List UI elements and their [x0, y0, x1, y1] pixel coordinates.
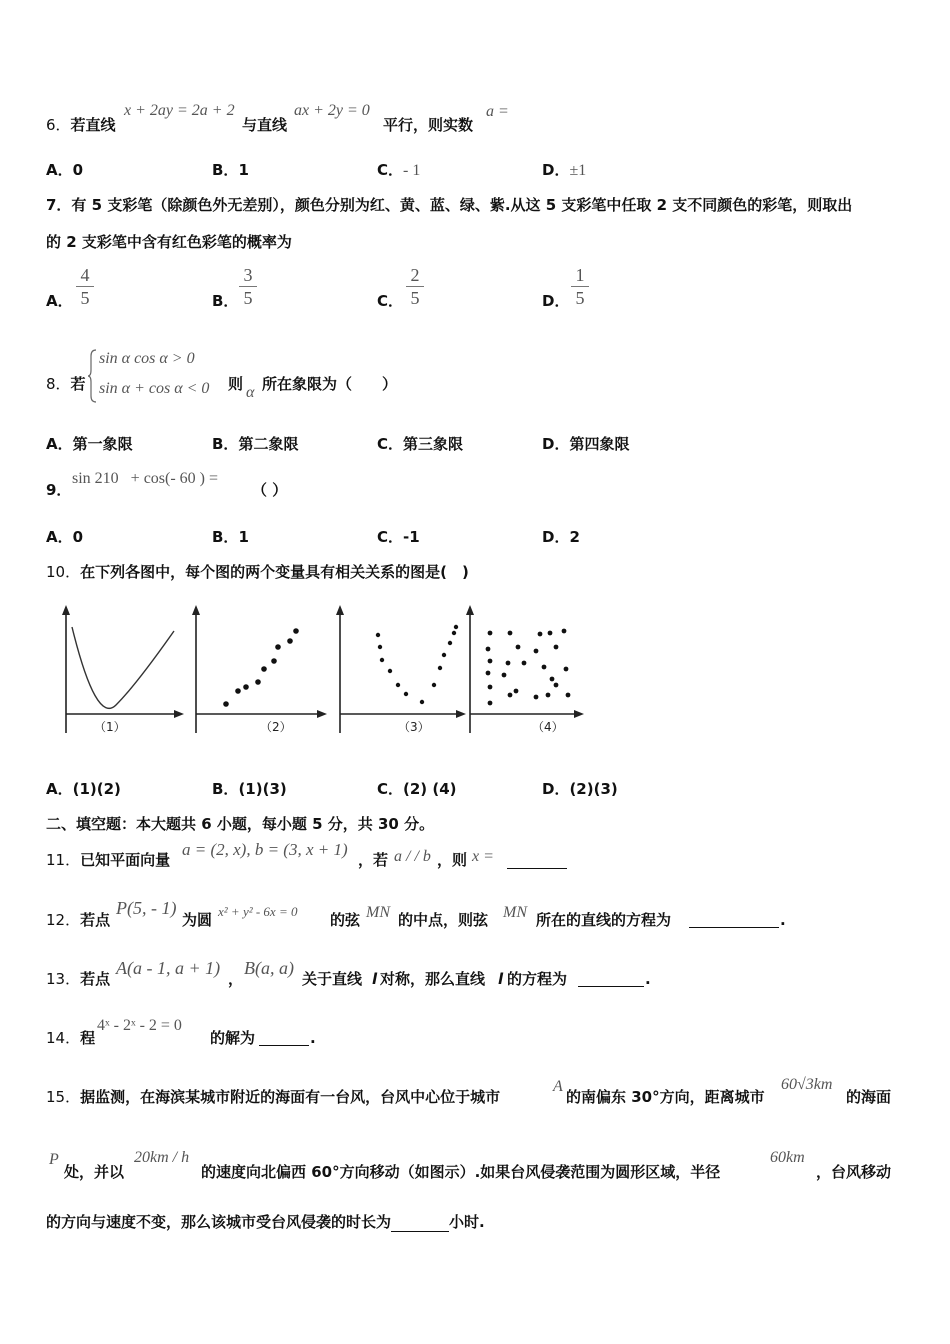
q15-distance: 60√3km — [781, 1076, 833, 1093]
q8-alpha: α — [246, 384, 255, 401]
graph2-y-arrow-icon — [192, 605, 200, 615]
q13-line-l1: l — [372, 970, 378, 988]
q11-vectors: a = (2, x), b = (3, x + 1) — [182, 840, 348, 859]
q15-stem-line3: 的方向与速度不变，那么该城市受台风侵袭的时长为 小时. — [46, 1213, 485, 1231]
q6-text2: 与直线 — [242, 116, 288, 134]
q6-option-b[interactable]: B．1 — [212, 161, 249, 179]
graph1-parabola-curve — [72, 627, 174, 708]
q12-mn1: MN — [366, 904, 390, 921]
q7-option-a[interactable]: A． — [46, 292, 73, 310]
q11-answer-blank[interactable] — [507, 852, 567, 869]
graph4-label: （4） — [532, 720, 564, 734]
q8-stem: 8．若 — [46, 375, 86, 393]
q7-option-b[interactable]: B． — [212, 292, 239, 310]
q6-option-d[interactable]: D．±1 — [542, 161, 587, 179]
q15-point-p: P — [49, 1151, 59, 1168]
q9-option-d[interactable]: D．2 — [542, 528, 580, 546]
q8-text3: 所在象限为（ ） — [262, 375, 398, 393]
q6-line1-equation: x + 2ay = 2a + 2 — [124, 102, 235, 119]
q14-equation: 4ˣ - 2ˣ - 2 = 0 — [97, 1017, 182, 1034]
graph1-y-arrow-icon — [62, 605, 70, 615]
q15-text5: 的速度向北偏西 60°方向移动（如图示）.如果台风侵袭范围为圆形区域，半径 — [201, 1163, 721, 1181]
q8-option-c[interactable]: C．第三象限 — [377, 435, 464, 453]
q12-mn2: MN — [503, 904, 527, 921]
q14-stem: 14．程 — [46, 1029, 96, 1047]
q15-city-a: A — [553, 1078, 563, 1095]
graph2-label: （2） — [260, 720, 292, 734]
q6-option-c[interactable]: C．- 1 — [377, 161, 421, 179]
q12-point-p: P(5, - 1) — [116, 898, 177, 918]
q11-text2: ，若 — [358, 851, 389, 869]
q6-a-equals: a = — [486, 103, 509, 120]
q9-number: 9． — [46, 481, 72, 499]
q9-option-a[interactable]: A．0 — [46, 528, 84, 546]
q13-text2: 关于直线 — [302, 970, 363, 988]
q6-stem — [46, 115, 116, 135]
q10-option-c[interactable]: C．(2) (4) — [377, 780, 457, 798]
q8-option-a[interactable]: A．第一象限 — [46, 435, 133, 453]
q9-option-b[interactable]: B．1 — [212, 528, 249, 546]
q15-radius: 60km — [770, 1149, 805, 1166]
q7-option-a-fraction: $\frac{4}{5}$ — [76, 264, 94, 309]
graph4-points — [486, 629, 571, 706]
q10-graph-4 — [460, 605, 590, 740]
q14-answer-blank[interactable] — [259, 1029, 309, 1046]
q7-stem-line1: 7．有 5 支彩笔（除颜色外无差别），颜色分别为红、黄、蓝、绿、紫.从这 5 支彩笔中任取 2 支不同颜色的彩笔，则取出 — [46, 196, 853, 214]
q13-point-a: A(a - 1, a + 1) — [116, 958, 221, 978]
q13-text3: 对称，那么直线 — [380, 970, 486, 988]
q10-stem: 10．在下列各图中，每个图的两个变量具有相关关系的图是( ) — [46, 563, 469, 581]
graph3-y-arrow-icon — [336, 605, 344, 615]
q15-stem-line1: 15．据监测，在海滨某城市附近的海面有一台风，台风中心位于城市 — [46, 1088, 501, 1106]
graph2-points — [223, 628, 299, 707]
q12-stem: 12．若点 — [46, 911, 111, 929]
q10-graph-1 — [56, 605, 188, 740]
q6-option-a[interactable]: A．0 — [46, 161, 84, 179]
q8-option-b[interactable]: B．第二象限 — [212, 435, 299, 453]
graph1-label: （1） — [94, 720, 126, 734]
q10-graph-3 — [330, 605, 470, 740]
q6-text: 若直线 — [70, 116, 116, 134]
q6-text3: 平行，则实数 — [383, 116, 474, 134]
graph4-x-arrow-icon — [574, 710, 584, 718]
q10-graph-2 — [186, 605, 331, 740]
q13-comma: ， — [228, 970, 244, 988]
q9-paren: （ ） — [252, 481, 288, 499]
q13-answer-blank[interactable] — [578, 970, 644, 987]
q9-option-c[interactable]: C．-1 — [377, 528, 420, 546]
graph3-points — [376, 625, 458, 704]
q15-text4: 处，并以 — [64, 1163, 125, 1181]
q7-stem-line2: 的 2 支彩笔中含有红色彩笔的概率为 — [46, 233, 292, 251]
q11-condition: a / / b — [394, 848, 431, 865]
q12-text3: 的弦 — [330, 911, 361, 929]
q8-text2: 则 — [228, 375, 244, 393]
q13-period: . — [645, 970, 651, 988]
q7-option-c-fraction: $\frac{2}{5}$ — [406, 264, 424, 309]
q7-option-b-fraction: $\frac{3}{5}$ — [239, 264, 257, 309]
graph4-y-arrow-icon — [466, 605, 474, 615]
q13-point-b: B(a, a) — [244, 958, 294, 978]
q12-period: . — [780, 911, 786, 929]
q15-text3: 的海面 — [846, 1088, 892, 1106]
q15-text6: ，台风移动 — [816, 1163, 892, 1181]
q8-brace-icon — [88, 348, 98, 404]
q15-text2: 的南偏东 30°方向，距离城市 — [566, 1088, 765, 1106]
q13-text4: 的方程为 — [507, 970, 568, 988]
q12-circle-equation: x² + y² - 6x = 0 — [218, 904, 298, 919]
section2-heading: 二、填空题：本大题共 6 小题，每小题 5 分，共 30 分。 — [46, 815, 435, 833]
q6-number: 6． — [46, 116, 71, 134]
q12-text2: 为圆 — [182, 911, 213, 929]
q15-speed: 20km / h — [134, 1149, 190, 1166]
q10-option-b[interactable]: B．(1)(3) — [212, 780, 287, 798]
graph1-x-arrow-icon — [174, 710, 184, 718]
q7-option-d[interactable]: D． — [542, 292, 570, 310]
q14-text2: 的解为 — [210, 1029, 256, 1047]
q11-x-equals: x = — [472, 848, 494, 865]
graph2-x-arrow-icon — [317, 710, 327, 718]
q12-text5: 所在的直线的方程为 — [536, 911, 672, 929]
q12-answer-blank[interactable] — [689, 911, 779, 928]
q14-period: . — [310, 1029, 316, 1047]
q10-option-a[interactable]: A．(1)(2) — [46, 780, 121, 798]
q10-option-d[interactable]: D．(2)(3) — [542, 780, 618, 798]
q9-expression: sin 210 + cos(- 60 ) = — [72, 470, 219, 487]
graph3-label: （3） — [398, 720, 430, 734]
q13-stem: 13．若点 — [46, 970, 111, 988]
q11-text3: ，则 — [437, 851, 468, 869]
q8-inequality2: sin α + cos α < 0 — [99, 380, 210, 397]
q6-line2-equation: ax + 2y = 0 — [294, 102, 370, 119]
q7-option-c[interactable]: C． — [377, 292, 404, 310]
q15-answer-blank[interactable] — [391, 1215, 449, 1232]
q12-text4: 的中点，则弦 — [398, 911, 489, 929]
q7-option-d-fraction: $\frac{1}{5}$ — [571, 264, 589, 309]
q8-inequality1: sin α cos α > 0 — [99, 350, 195, 367]
q13-line-l2: l — [498, 970, 504, 988]
q8-option-d[interactable]: D．第四象限 — [542, 435, 630, 453]
q11-stem: 11．已知平面向量 — [46, 851, 171, 869]
